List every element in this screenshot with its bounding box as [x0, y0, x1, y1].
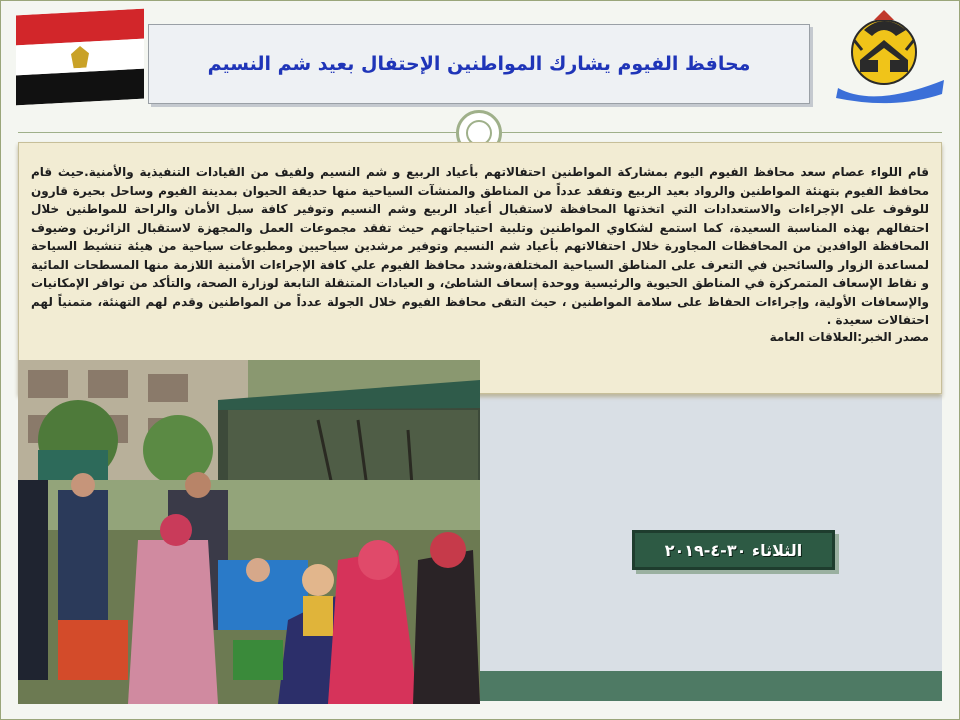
page-title: محافظ الفيوم يشارك المواطنين الإحتفال بعيد شم النسيم	[207, 53, 751, 75]
egypt-flag-icon	[16, 9, 144, 106]
bottom-band	[480, 671, 942, 701]
news-body: قام اللواء عصام سعد محافظ الفيوم اليوم بمشاركة المواطنين احتفالاتهم بأعياد الربيع و شم النسيم ولفيف من القيادات التنفيذية والأمنية.حيث قام محافظ الفيوم بتهنئة المواطنين والرواد بعيد الربيع وتفقد عدداً من المناطق والمنشآت السياحية منها حديقة الحيوان بمدينة الفيوم وساحل بحيرة قارون للوقوف على الإجراءات والاستعدادات التي اتخذتها المحافظة لاستقبال أعياد الربيع وشم النسيم وتوفير كافة سبل الأمان والراحة للمواطنين خلال احتفالهم بهذه المناسبة السعيدة، كما استمع لشكاوي المواطنين وتلبية احتياجاتهم حيث تفقد مجموعات العمل والمجهزة لاستقبال الزائرين وضيوف المحافظة الوافدين من المحافظات المجاورة خلال احتفالاتهم بأعياد شم النسيم وتوفير مرشدين سياحيين ومطبوعات سياحية من هيئة تنشيط السياحة لمساعدة الزوار والسائحين في التعرف على المناطق السياحية المختلفة،وشدد محافظ الفيوم علي كافة الإجراءات الأمنية اللازمة منها المسطحات المائية و نقاط الإسعاف المتمركزة في المناطق الحيوية والرئيسية ووحدة إسعاف الشاطئ، و العيادات المتنقلة التابعة لوزارة الصحة، والتأكد من توافر الإمكانيات والإسعافات الأولية، وإجراءات الحفاظ على سلامة المواطنين ، حيث التقى محافظ الفيوم خلال الجولة عدداً من المواطنين وقدم لهم التهنئة، متمنياً لهم احتفالات سعيدة .	[31, 165, 929, 327]
event-photo	[18, 360, 480, 704]
governorate-logo	[834, 10, 946, 106]
news-panel	[18, 142, 942, 394]
date-badge	[632, 530, 835, 570]
news-source: مصدر الخبر:العلاقات العامة	[769, 329, 929, 344]
date-label: الثلاثاء ٣٠-٤-٢٠١٩	[664, 540, 803, 560]
title-box	[148, 24, 810, 104]
